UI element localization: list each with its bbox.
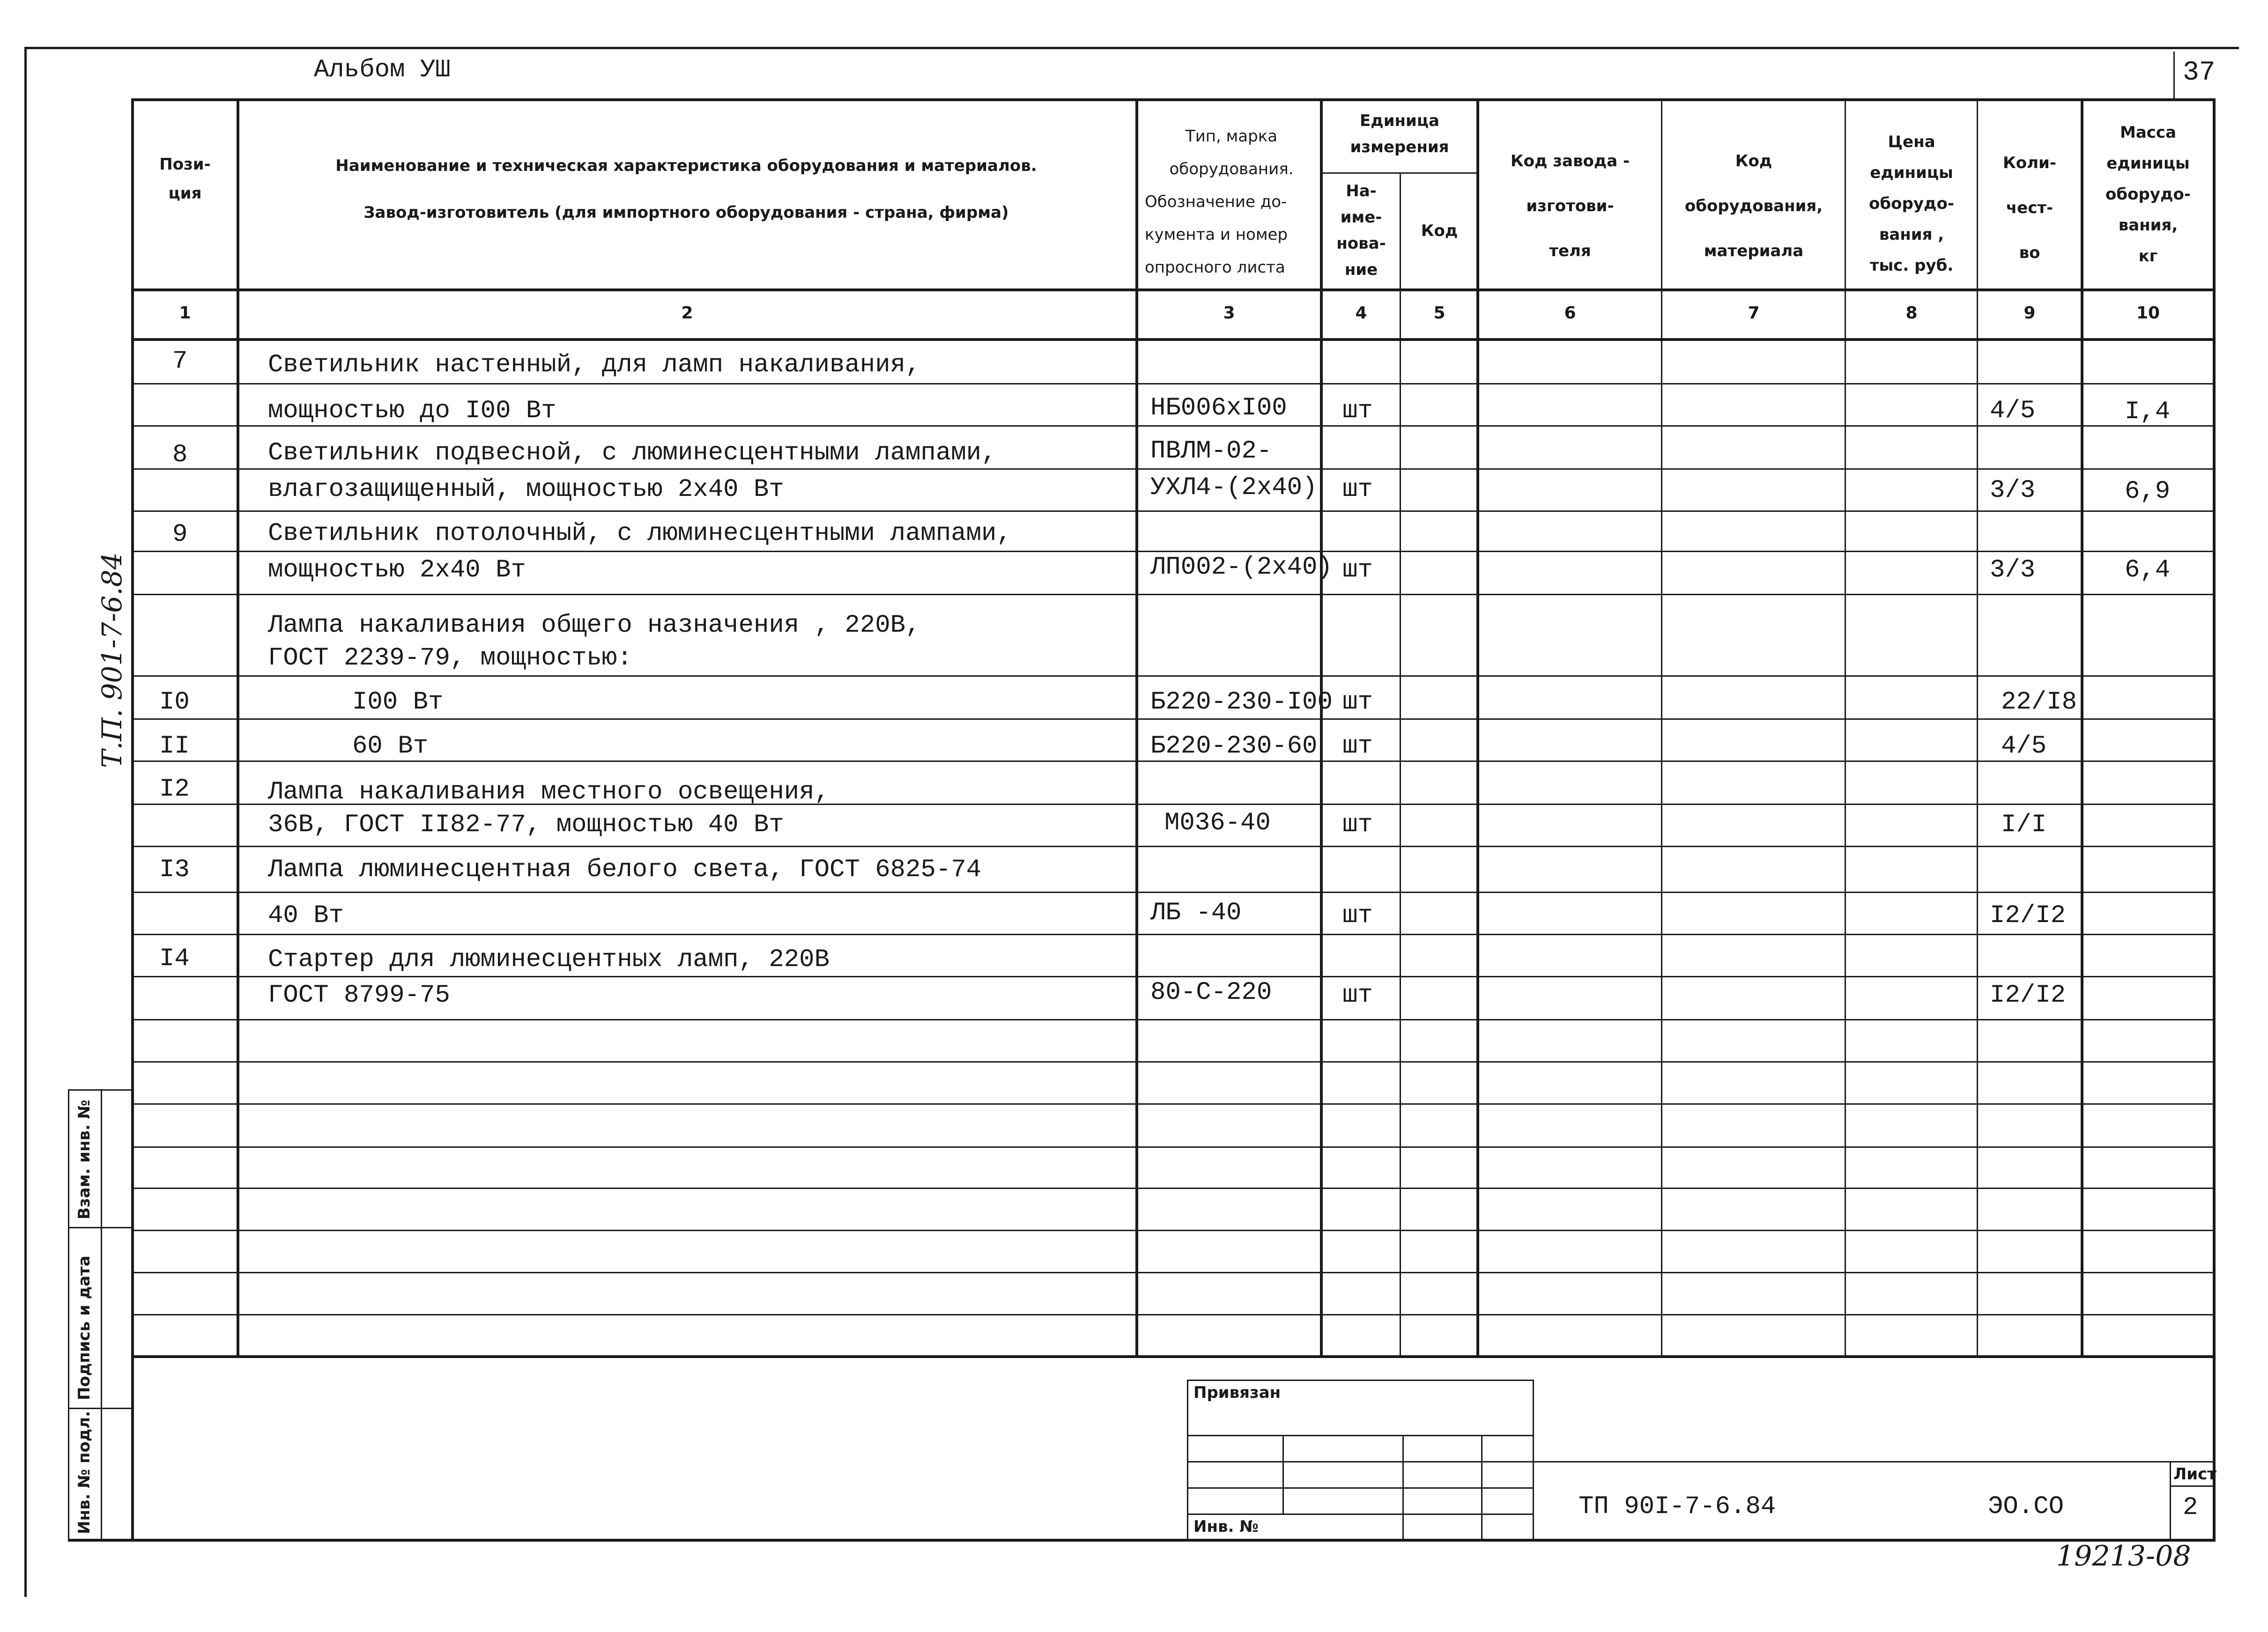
header-col-unit-code: Код: [1421, 222, 1458, 240]
row-unit: шт: [1342, 811, 1373, 839]
row-line: [131, 594, 2216, 595]
handwritten-bottom-code: 19213-08: [2056, 1540, 2191, 1573]
row-name: ГОСТ 8799-75: [268, 981, 450, 1010]
stamp-col: [1402, 1435, 1404, 1540]
header-col-position: Пози- ция: [159, 155, 211, 203]
stamp-col: [1282, 1435, 1284, 1514]
col-divider-8: [1977, 99, 1978, 1356]
row-quantity: 22/I8: [2001, 688, 2077, 716]
row-line: [131, 1272, 2216, 1273]
row-unit: шт: [1342, 556, 1373, 584]
row-line: [131, 846, 2216, 847]
row-position: I4: [159, 945, 190, 973]
row-name: Лампа накаливания общего назначения , 220В,: [268, 611, 921, 640]
side-strip-left: [68, 1089, 69, 1540]
row-position: 9: [172, 520, 188, 549]
row-line: [131, 675, 2216, 677]
col-divider-9: [2081, 99, 2083, 1356]
page-bottom-line: [68, 1539, 2216, 1542]
header-col-name: Наименование и техническая характеристика оборудования и материалов. Завод-изготовитель (для импортного оборудования - страна, фирма): [335, 156, 1037, 222]
col-divider-3: [1320, 99, 1323, 1356]
document-code: ТП 90I-7-6.84: [1579, 1492, 1776, 1521]
colnum-10: 10: [2136, 303, 2160, 323]
row-line: [131, 1146, 2216, 1148]
colnum-3: 3: [1223, 303, 1235, 323]
row-line: [131, 468, 2216, 470]
header-col-mass: Масса единицы оборудо- вания, кг: [2105, 123, 2191, 266]
header-col-unit-name: На- име- нова- ние: [1336, 182, 1386, 279]
sheet-code: ЭО.СО: [1988, 1492, 2064, 1521]
row-quantity: I/I: [2001, 811, 2047, 839]
col-divider-4: [1400, 173, 1401, 1356]
stamp-code-top: [1533, 1461, 2216, 1462]
col-divider-5: [1476, 99, 1479, 1356]
row-name: Лампа накаливания местного освещения,: [268, 778, 830, 806]
row-line: [131, 1019, 2216, 1020]
row-unit: шт: [1342, 688, 1373, 716]
colnum-2: 2: [681, 303, 693, 323]
side-label-vzam: Взам. инв. №: [75, 1100, 94, 1219]
side-label-podpis: Подпись и дата: [75, 1255, 94, 1400]
stamp-right: [1533, 1380, 1534, 1540]
unit-group-divider: [1320, 172, 1479, 174]
page-border-top: [24, 47, 2239, 49]
row-name: I00 Вт: [352, 688, 444, 716]
table-bottom-line: [131, 1355, 2216, 1358]
row-position: II: [159, 732, 190, 761]
row-position: 8: [172, 441, 188, 469]
row-line: [131, 551, 2216, 552]
colnum-8: 8: [1905, 303, 1918, 323]
side-label-inv-podl: Инв. № подл.: [75, 1410, 94, 1534]
row-name: мощностью 2х40 Вт: [268, 556, 526, 584]
row-name: 36В, ГОСТ II82-77, мощностью 40 Вт: [268, 811, 784, 839]
row-type: 80-С-220: [1150, 978, 1272, 1007]
row-unit: шт: [1342, 981, 1373, 1010]
row-unit: шт: [1342, 901, 1373, 930]
row-line: [131, 892, 2216, 893]
page-number-box-left: [2173, 52, 2175, 98]
colnum-4: 4: [1355, 303, 1367, 323]
colnum-1: 1: [179, 303, 191, 323]
row-mass: I,4: [2125, 398, 2171, 426]
row-line: [131, 510, 2216, 512]
page-border-left: [24, 47, 27, 1597]
colnum-9: 9: [2023, 303, 2036, 323]
row-line: [131, 1188, 2216, 1189]
sheet-label: Лист: [2173, 1465, 2216, 1484]
row-mass: 6,4: [2125, 556, 2171, 584]
header-bottom-line: [131, 288, 2216, 291]
album-title: Альбом УШ: [314, 56, 451, 84]
stamp-left: [1187, 1380, 1188, 1540]
header-unit-group: Единица измерения: [1350, 111, 1449, 156]
row-line: [131, 1103, 2216, 1105]
row-quantity: I2/I2: [1990, 981, 2066, 1010]
row-type: ЛБ -40: [1150, 899, 1242, 927]
row-type: Б220-230-I00: [1150, 688, 1333, 716]
col-divider-7: [1845, 99, 1846, 1356]
row-quantity: 4/5: [1990, 397, 2036, 425]
row-name: мощностью до I00 Вт: [268, 397, 556, 425]
header-col-quantity: Коли- чест- во: [2003, 154, 2056, 262]
row-name: ГОСТ 2239-79, мощностью:: [268, 644, 632, 672]
col-divider-1: [237, 99, 239, 1356]
row-name: Лампа люминесцентная белого света, ГОСТ 6825-74: [268, 856, 982, 884]
row-type: ПВЛМ-02-: [1150, 437, 1272, 465]
row-name: Светильник настенный, для ламп накаливания,: [268, 351, 921, 379]
row-quantity: 3/3: [1990, 556, 2036, 584]
row-position: 7: [172, 347, 188, 376]
colnum-bottom-line: [131, 338, 2216, 341]
colnum-7: 7: [1748, 303, 1760, 323]
sheet-number: 2: [2183, 1493, 2198, 1522]
row-position: I2: [159, 775, 190, 804]
row-line: [131, 976, 2216, 977]
row-line: [131, 718, 2216, 720]
row-position: I0: [159, 688, 190, 716]
row-type: М036-40: [1164, 809, 1271, 837]
stamp-inv-no: Инв. №: [1193, 1517, 1259, 1536]
side-strip-inner: [101, 1089, 102, 1540]
row-type: УХЛ4-(2х40): [1150, 473, 1318, 502]
col-divider-6: [1661, 99, 1662, 1356]
row-name: Светильник потолочный, с люминесцентными лампами,: [268, 519, 1012, 548]
row-line: [131, 934, 2216, 935]
colnum-6: 6: [1564, 303, 1576, 323]
stamp-privyazan: Привязан: [1193, 1383, 1281, 1402]
row-quantity: 3/3: [1990, 476, 2036, 505]
header-col-type: Тип, марка оборудования. Обозначение до- кумента и номер опросного листа: [1145, 127, 1294, 277]
row-type: ЛП002-(2х40): [1150, 553, 1333, 582]
table-border-right: [2213, 99, 2216, 1540]
row-unit: шт: [1342, 732, 1373, 761]
row-line: [131, 1061, 2216, 1063]
row-name: Стартер для люминесцентных ламп, 220В: [268, 945, 830, 974]
row-quantity: I2/I2: [1990, 901, 2066, 930]
header-col-equipment-code: Код оборудования, материала: [1684, 152, 1823, 260]
colnum-5: 5: [1433, 303, 1445, 323]
row-name: влагозащищенный, мощностью 2х40 Вт: [268, 475, 784, 504]
row-position: I3: [159, 856, 190, 884]
row-line: [131, 1314, 2216, 1315]
row-name: 60 Вт: [352, 732, 429, 761]
row-unit: шт: [1342, 397, 1373, 425]
stamp-top: [1187, 1380, 1534, 1381]
stamp-col: [1481, 1435, 1482, 1540]
row-quantity: 4/5: [2001, 732, 2047, 761]
sheet-box-left: [2170, 1461, 2171, 1540]
row-line: [131, 1230, 2216, 1231]
row-name: Светильник подвесной, с люминесцентными лампами,: [268, 439, 997, 467]
col-divider-2: [1135, 99, 1138, 1356]
row-line: [131, 383, 2216, 384]
row-type: Б220-230-60: [1150, 732, 1318, 761]
page-number: 37: [2183, 58, 2216, 88]
sheet-box-divider: [2170, 1485, 2216, 1487]
table-border-top: [131, 98, 2216, 101]
header-col-factory-code: Код завода - изготови- теля: [1510, 152, 1630, 260]
header-col-price: Цена единицы оборудо- вания , тыс. руб.: [1869, 133, 1954, 275]
handwritten-side-code: Т.П. 901-7-6.84: [96, 552, 128, 768]
row-name: 40 Вт: [268, 901, 344, 930]
row-type: НБ006хI00: [1150, 394, 1287, 422]
row-unit: шт: [1342, 475, 1373, 504]
row-mass: 6,9: [2125, 477, 2171, 506]
